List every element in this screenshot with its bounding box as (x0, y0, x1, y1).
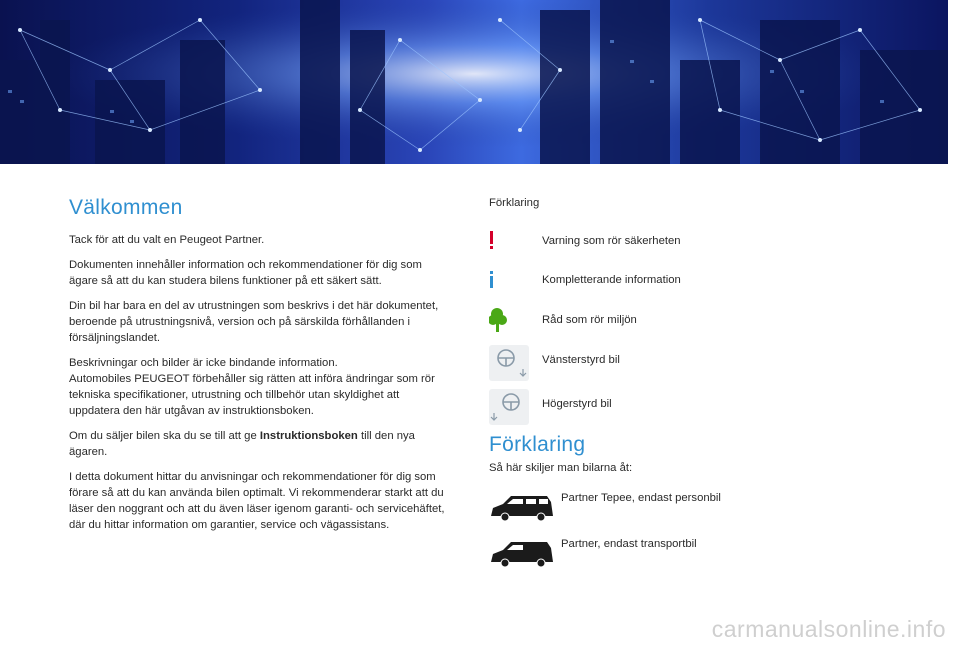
legend-label: Kompletterande information (542, 274, 681, 286)
welcome-paragraph-6: I detta dokument hittar du anvisningar och rekommendationer för dig som förare så att du kan använda bilen optimalt. Vi rekommenderar starkt att du läser den noggrant och att du även läser igenom garanti- och servicehäftet, där du hittar information om garantier, service och vägassistans. (69, 471, 445, 531)
right-hand-drive-icon (489, 389, 529, 419)
resale-text-pre: Om du säljer bilen ska du se till att ge (69, 430, 260, 442)
left-hand-drive-icon (489, 345, 529, 375)
environment-tree-icon (489, 305, 529, 335)
explanation-intro: Så här skiljer man bilarna åt: (489, 462, 633, 474)
legend-item-info (489, 265, 681, 295)
resale-text-post: till den nya ägaren. (69, 430, 415, 458)
welcome-section (69, 196, 449, 542)
legend-label: Råd som rör miljön (542, 314, 637, 326)
watermark: carmanualsonline.info (711, 616, 946, 642)
legend-item-right-hand-drive (489, 389, 612, 419)
van-icon (489, 538, 555, 568)
vehicle-item-van (489, 538, 697, 573)
welcome-paragraph-1: Tack för att du valt en Peugeot Partner. (69, 234, 265, 246)
passenger-car-icon (489, 492, 555, 522)
vehicle-label: Partner Tepee, endast personbil (561, 492, 721, 504)
legend-label: Vänsterstyrd bil (542, 354, 620, 366)
vehicle-item-passenger (489, 492, 721, 527)
explanation-title: Förklaring (489, 433, 586, 456)
welcome-paragraph-4 (69, 355, 449, 419)
vehicle-label: Partner, endast transportbil (561, 538, 697, 550)
info-icon (489, 265, 529, 295)
legend-item-environment (489, 305, 637, 335)
city-network-illustration (0, 0, 948, 164)
legend-heading: Förklaring (489, 197, 540, 209)
header-banner-image (0, 0, 948, 164)
legend-label: Varning som rör säkerheten (542, 235, 681, 247)
welcome-paragraph-2: Dokumenten innehåller information och rekommendationer för dig som ägare så att du kan studera bilens funktioner på ett säkert sätt. (69, 259, 422, 287)
warning-icon (489, 226, 529, 256)
legend-item-left-hand-drive (489, 345, 620, 375)
rights-reserved-text: Automobiles PEUGEOT förbehåller sig rätten att införa ändringar som rör tekniska specifikationer, utrustning och tillbehör utan skyldighet att uppdatera den här utgåvan av instruktionsboken. (69, 373, 435, 417)
legend-item-warning (489, 226, 681, 256)
disclaimer-line: Beskrivningar och bilder är icke bindande information. (69, 357, 338, 369)
welcome-paragraph-3: Din bil har bara en del av utrustningen som beskrivs i det här dokumentet, beroende på utrustningsnivå, version och på särskilda förhållanden i försäljningslandet. (69, 300, 439, 344)
manual-name: Instruktionsboken (259, 430, 358, 442)
welcome-title: Välkommen (69, 196, 183, 219)
legend-label: Högerstyrd bil (542, 398, 612, 410)
welcome-paragraph-5 (69, 428, 449, 460)
